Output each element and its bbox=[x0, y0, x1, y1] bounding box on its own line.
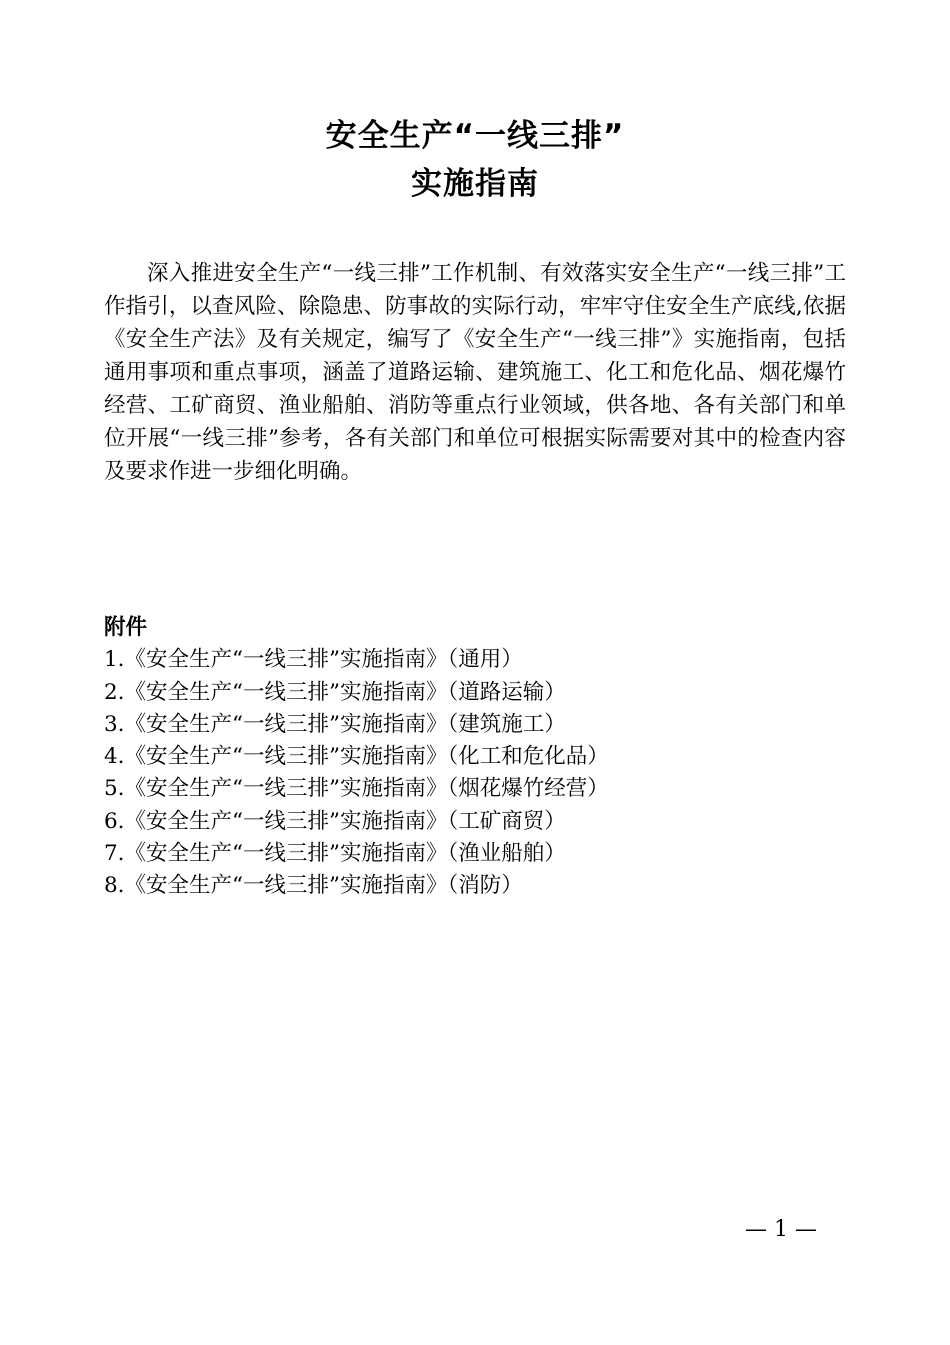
attachment-item: 6.《安全生产“一线三排”实施指南》（工矿商贸） bbox=[104, 808, 566, 834]
attachment-item: 5.《安全生产“一线三排”实施指南》（烟花爆竹经营） bbox=[104, 776, 609, 802]
intro-paragraph: 深入推进安全生产“一线三排”工作机制、有效落实安全生产“一线三排”工作指引，以查风险、除隐患、防事故的实际行动，牢牢守住安全生产底线,依据《安全生产法》及有关规定，编写了《安全生产“一线三排”》实施指南，包括通用事项和重点事项，涵盖了道路运输、建筑施工、化工和危化品、烟花爆竹经营、工矿商贸、渔业船舶、消防等重点行业领域，供各地、各有关部门和单位开展“一线三排”参考，各有关部门和单位可根据实际需要对其中的检查内容及要求作进一步细化明确。 bbox=[104, 261, 846, 484]
attachment-item: 1.《安全生产“一线三排”实施指南》（通用） bbox=[104, 647, 523, 673]
attachment-item: 8.《安全生产“一线三排”实施指南》（消防） bbox=[104, 873, 523, 899]
attachment-item: 3.《安全生产“一线三排”实施指南》（建筑施工） bbox=[104, 711, 566, 737]
document-title bbox=[0, 112, 950, 208]
attachment-item: 4.《安全生产“一线三排”实施指南》（化工和危化品） bbox=[104, 744, 609, 770]
attachments-section bbox=[104, 612, 846, 903]
title-line-1: 安全生产“一线三排” bbox=[325, 118, 625, 154]
attachment-item: 2.《安全生产“一线三排”实施指南》（道路运输） bbox=[104, 679, 566, 705]
attachment-item: 7.《安全生产“一线三排”实施指南》（渔业船舶） bbox=[104, 841, 566, 867]
attachments-heading: 附件 bbox=[104, 615, 148, 640]
title-line-2: 实施指南 bbox=[411, 166, 539, 202]
page-number: — 1 — bbox=[745, 1217, 817, 1242]
attachments-list bbox=[104, 644, 846, 902]
